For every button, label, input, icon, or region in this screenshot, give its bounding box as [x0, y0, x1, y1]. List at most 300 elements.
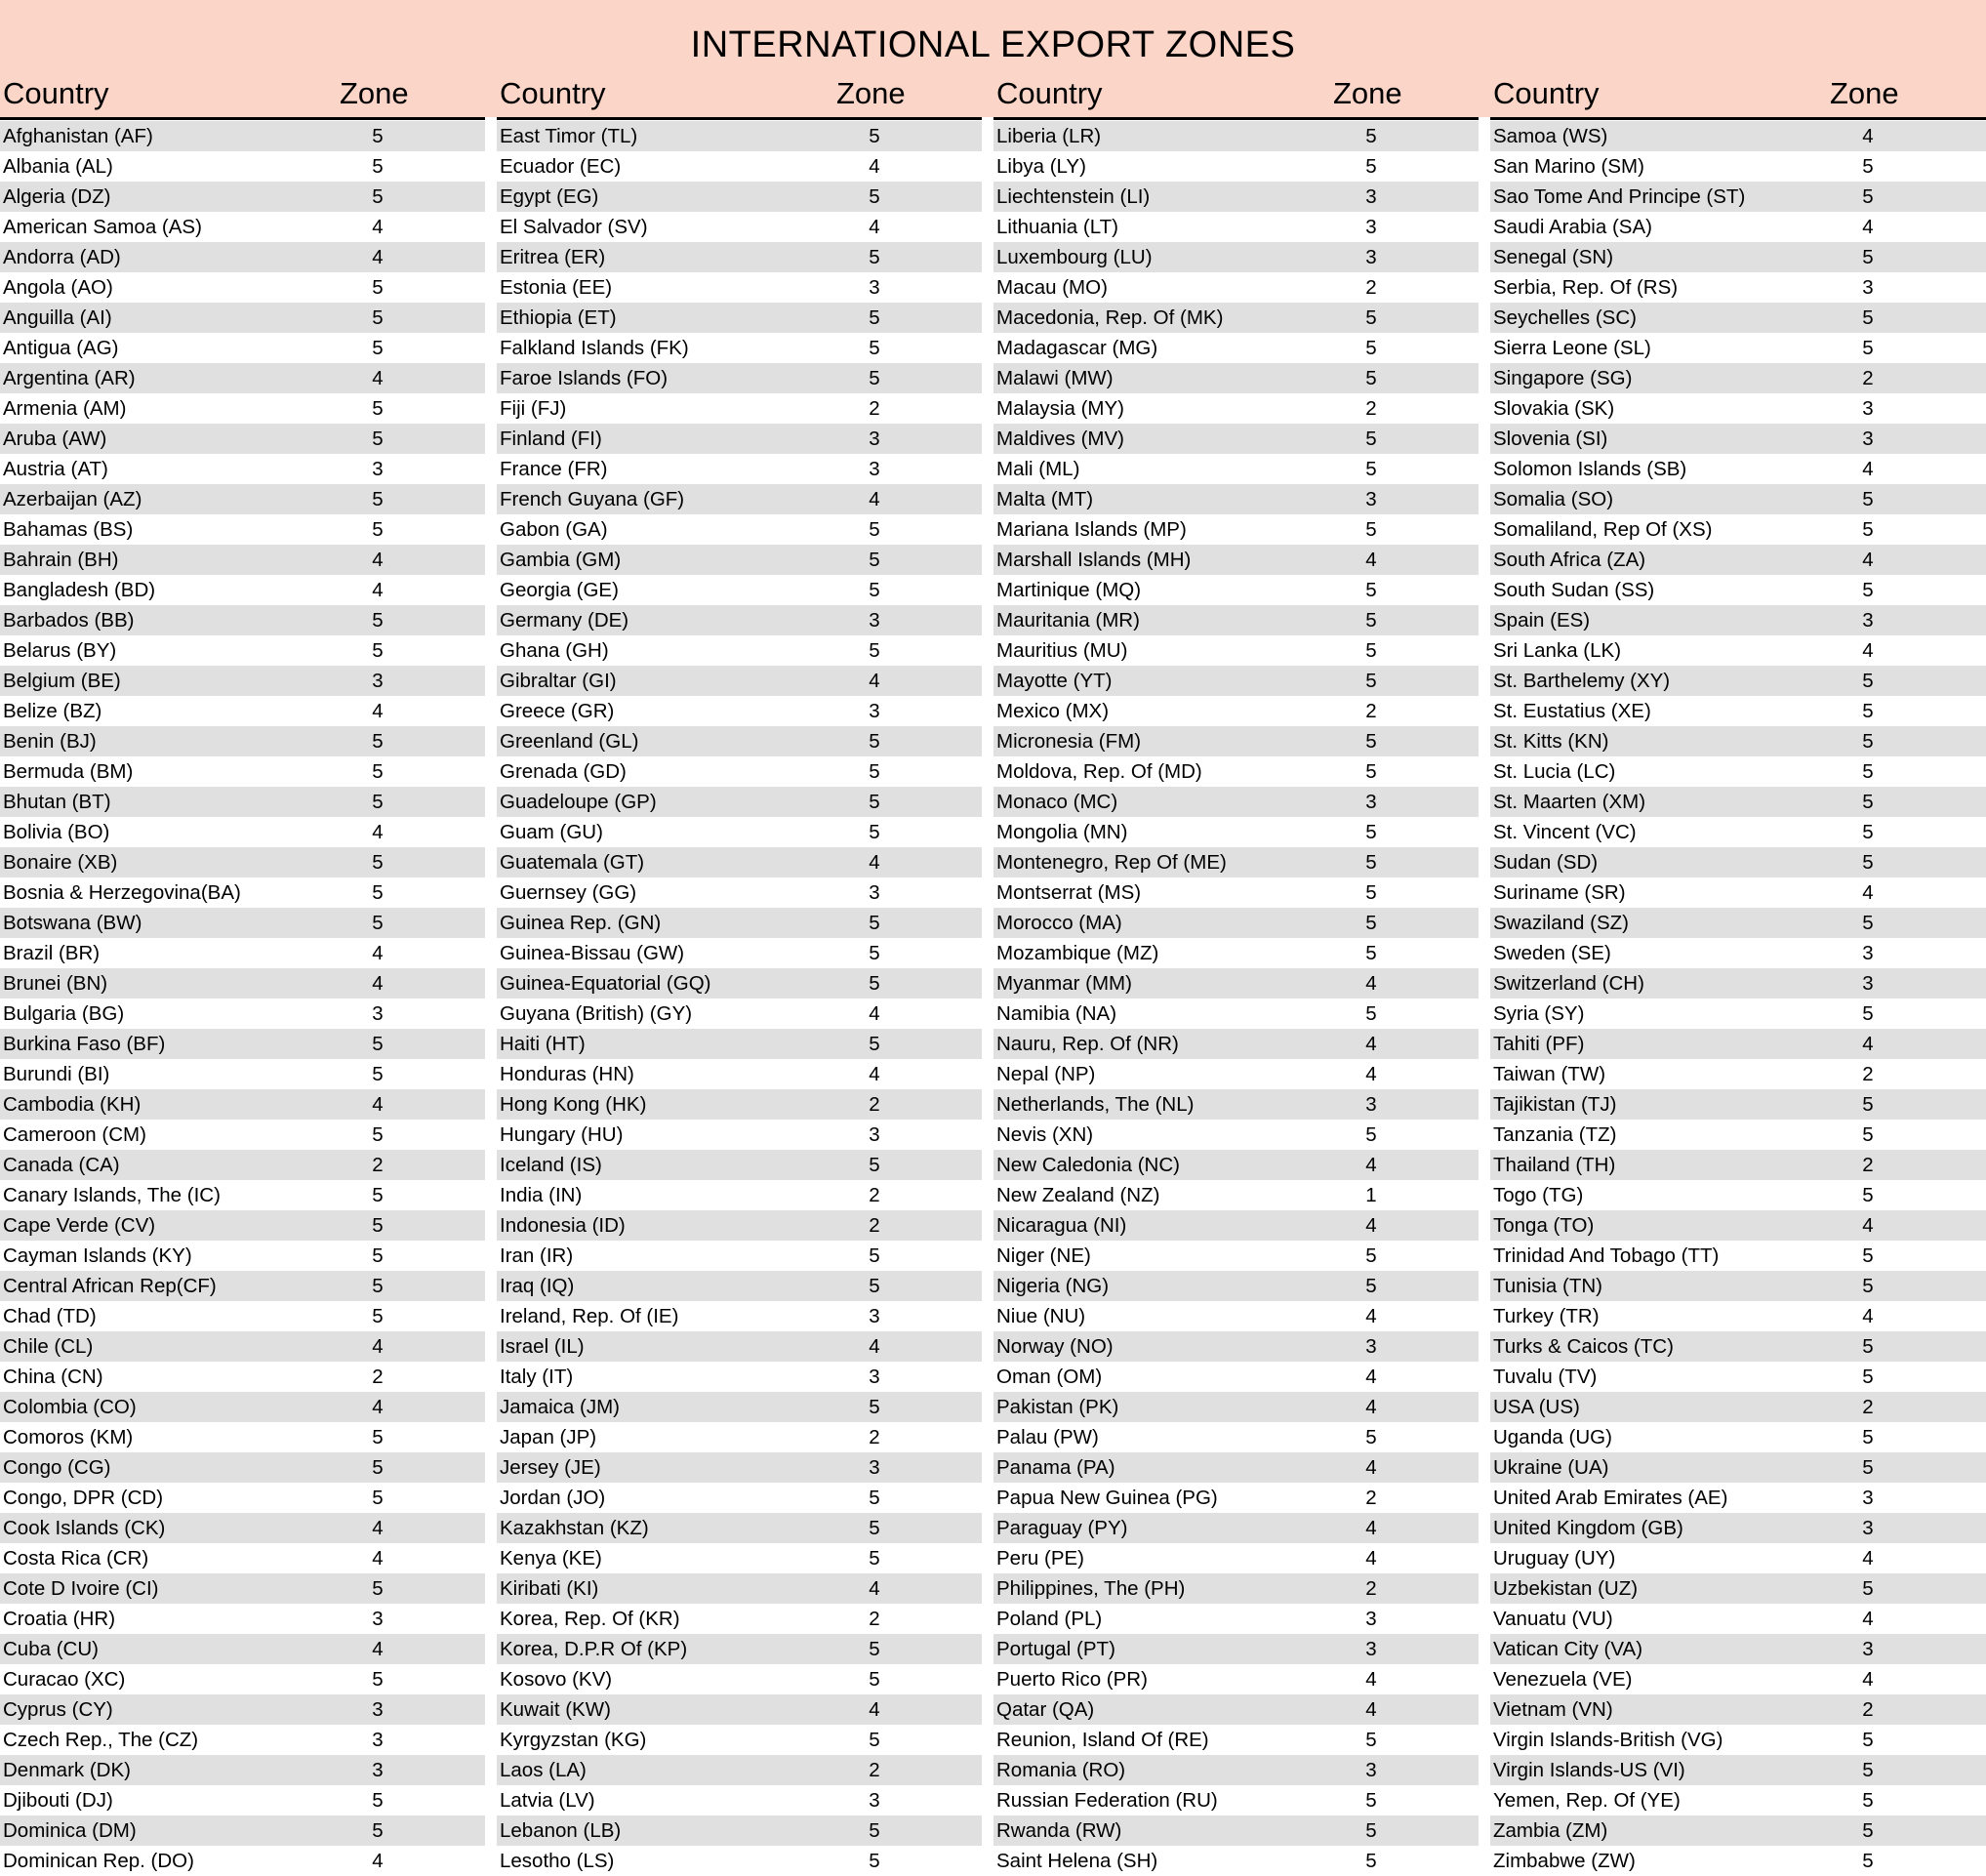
country-name: Poland (PL)	[996, 1608, 1103, 1630]
zone-value: 5	[1862, 185, 1874, 208]
country-name: United Arab Emirates (AE)	[1493, 1487, 1728, 1509]
table-row	[0, 756, 485, 787]
table-row	[497, 182, 982, 212]
table-row	[1490, 968, 1986, 999]
zone-value: 5	[869, 1668, 880, 1691]
country-rows	[497, 121, 982, 1876]
country-name: Singapore (SG)	[1493, 367, 1633, 389]
zone-value: 3	[869, 428, 880, 450]
table-row	[1490, 726, 1986, 756]
table-row	[0, 817, 485, 847]
country-name: Nicaragua (NI)	[996, 1214, 1127, 1237]
zone-value: 4	[1365, 1396, 1377, 1418]
country-name: St. Maarten (XM)	[1493, 791, 1646, 813]
table-row	[993, 1150, 1479, 1180]
zone-value: 5	[1365, 125, 1377, 147]
zone-value: 5	[1365, 1275, 1377, 1297]
table-row	[993, 1422, 1479, 1452]
zone-header: Zone	[1830, 76, 1899, 110]
country-name: Ireland, Rep. Of (IE)	[500, 1305, 679, 1327]
zone-value: 5	[869, 1850, 880, 1872]
table-row	[0, 1573, 485, 1604]
country-name: Kenya (KE)	[500, 1547, 602, 1570]
country-header: Country	[500, 76, 606, 110]
country-name: Eritrea (ER)	[500, 246, 606, 268]
zone-value: 5	[372, 609, 384, 632]
table-row	[0, 726, 485, 756]
zone-value: 4	[372, 942, 384, 964]
country-name: Austria (AT)	[3, 458, 108, 480]
zone-value: 4	[1862, 1547, 1874, 1570]
zone-value: 5	[372, 518, 384, 541]
country-name: Gabon (GA)	[500, 518, 608, 541]
table-row	[1490, 1634, 1986, 1664]
country-name: Zimbabwe (ZW)	[1493, 1850, 1636, 1872]
country-name: Jordan (JO)	[500, 1487, 606, 1509]
country-name: Nevis (XN)	[996, 1123, 1094, 1146]
table-row	[1490, 1664, 1986, 1694]
zone-value: 3	[1365, 791, 1377, 813]
country-name: Finland (FI)	[500, 428, 602, 450]
country-name: Antigua (AG)	[3, 337, 119, 359]
table-row	[1490, 1331, 1986, 1362]
country-name: Croatia (HR)	[3, 1608, 116, 1630]
zone-value: 5	[869, 1547, 880, 1570]
country-name: Algeria (DZ)	[3, 185, 111, 208]
zone-value: 3	[1862, 1638, 1874, 1660]
table-row	[993, 272, 1479, 303]
table-row	[993, 696, 1479, 726]
table-row	[497, 1422, 982, 1452]
table-row	[0, 1755, 485, 1785]
zone-value: 4	[869, 155, 880, 178]
country-name: Turkey (TR)	[1493, 1305, 1600, 1327]
country-name: Canary Islands, The (IC)	[3, 1184, 221, 1206]
zone-value: 5	[372, 851, 384, 874]
country-name: Bahamas (BS)	[3, 518, 134, 541]
table-row	[993, 1664, 1479, 1694]
zone-value: 3	[372, 670, 384, 692]
table-row	[0, 1150, 485, 1180]
country-name: Latvia (LV)	[500, 1789, 595, 1812]
country-name: Togo (TG)	[1493, 1184, 1584, 1206]
table-row	[0, 877, 485, 908]
country-name: Niue (NU)	[996, 1305, 1086, 1327]
zone-value: 5	[1862, 912, 1874, 934]
table-row	[993, 1573, 1479, 1604]
country-name: Laos (LA)	[500, 1759, 587, 1781]
zone-value: 5	[1365, 155, 1377, 178]
country-name: Comoros (KM)	[3, 1426, 134, 1448]
zone-value: 4	[372, 246, 384, 268]
country-name: Guatemala (GT)	[500, 851, 645, 874]
country-name: Haiti (HT)	[500, 1033, 586, 1055]
table-row	[1490, 1029, 1986, 1059]
country-name: Thailand (TH)	[1493, 1154, 1616, 1176]
zone-value: 4	[869, 1002, 880, 1025]
zone-value: 5	[1365, 458, 1377, 480]
zone-value: 5	[372, 125, 384, 147]
country-name: Trinidad And Tobago (TT)	[1493, 1244, 1720, 1267]
country-name: Peru (PE)	[996, 1547, 1084, 1570]
country-name: Cambodia (KH)	[3, 1093, 142, 1116]
table-row	[0, 968, 485, 999]
zone-value: 4	[372, 1517, 384, 1539]
table-row	[497, 1331, 982, 1362]
zone-value: 3	[869, 276, 880, 299]
country-name: Burkina Faso (BF)	[3, 1033, 166, 1055]
table-row	[0, 454, 485, 484]
country-name: Myanmar (MM)	[996, 972, 1132, 995]
table-row	[1490, 1241, 1986, 1271]
country-name: Uruguay (UY)	[1493, 1547, 1616, 1570]
table-row	[1490, 1180, 1986, 1210]
table-row	[497, 1815, 982, 1846]
table-row	[993, 605, 1479, 635]
table-row	[0, 484, 485, 514]
zone-header: Zone	[836, 76, 906, 110]
zone-value: 5	[869, 246, 880, 268]
zone-value: 3	[869, 1305, 880, 1327]
country-name: Estonia (EE)	[500, 276, 613, 299]
country-name: Italy (IT)	[500, 1366, 574, 1388]
zone-value: 5	[372, 791, 384, 813]
table-row	[0, 1815, 485, 1846]
table-row	[497, 454, 982, 484]
country-name: Israel (IL)	[500, 1335, 585, 1358]
table-row	[1490, 121, 1986, 151]
zone-value: 4	[372, 1850, 384, 1872]
country-name: Senegal (SN)	[1493, 246, 1614, 268]
country-name: Solomon Islands (SB)	[1493, 458, 1687, 480]
table-row	[0, 272, 485, 303]
table-row	[993, 1543, 1479, 1573]
country-name: France (FR)	[500, 458, 608, 480]
country-name: Montenegro, Rep Of (ME)	[996, 851, 1227, 874]
country-name: Romania (RO)	[996, 1759, 1126, 1781]
country-name: Fiji (FJ)	[500, 397, 567, 420]
zone-value: 4	[372, 972, 384, 995]
zone-value: 5	[1862, 306, 1874, 329]
zone-value: 4	[372, 1396, 384, 1418]
zone-value: 3	[372, 1698, 384, 1721]
table-row	[0, 696, 485, 726]
country-name: St. Lucia (LC)	[1493, 760, 1616, 783]
table-row	[993, 393, 1479, 424]
country-name: New Caledonia (NC)	[996, 1154, 1180, 1176]
table-row	[1490, 817, 1986, 847]
country-name: Syria (SY)	[1493, 1002, 1585, 1025]
country-name: Mongolia (MN)	[996, 821, 1128, 843]
country-name: Slovenia (SI)	[1493, 428, 1608, 450]
zone-column-1	[0, 74, 485, 1876]
zone-value: 5	[1862, 246, 1874, 268]
table-row	[1490, 1210, 1986, 1241]
zone-value: 4	[1862, 1033, 1874, 1055]
zone-value: 5	[1862, 1759, 1874, 1781]
table-row	[0, 1362, 485, 1392]
country-name: Vietnam (VN)	[1493, 1698, 1613, 1721]
table-row	[993, 787, 1479, 817]
country-name: Guadeloupe (GP)	[500, 791, 657, 813]
table-row	[0, 1301, 485, 1331]
table-row	[993, 847, 1479, 877]
zone-value: 5	[869, 1275, 880, 1297]
table-row	[497, 1543, 982, 1573]
table-row	[1490, 212, 1986, 242]
country-name: Bolivia (BO)	[3, 821, 110, 843]
country-name: Korea, D.P.R Of (KP)	[500, 1638, 688, 1660]
zone-value: 2	[869, 1093, 880, 1116]
country-name: Cuba (CU)	[3, 1638, 99, 1660]
zone-value: 5	[1862, 1002, 1874, 1025]
country-name: El Salvador (SV)	[500, 216, 648, 238]
zone-value: 3	[1862, 1487, 1874, 1509]
table-row	[497, 968, 982, 999]
zone-value: 4	[1862, 1608, 1874, 1630]
table-row	[497, 1241, 982, 1271]
zone-value: 5	[372, 337, 384, 359]
country-name: Vanuatu (VU)	[1493, 1608, 1613, 1630]
zone-value: 5	[869, 337, 880, 359]
table-row	[497, 333, 982, 363]
table-row	[0, 151, 485, 182]
zone-value: 5	[372, 1033, 384, 1055]
zone-value: 5	[372, 1244, 384, 1267]
zone-value: 3	[1862, 1517, 1874, 1539]
zone-value: 5	[372, 428, 384, 450]
table-row	[1490, 151, 1986, 182]
country-name: Iceland (IS)	[500, 1154, 602, 1176]
zone-value: 4	[1862, 639, 1874, 662]
zone-value: 2	[1365, 276, 1377, 299]
country-name: Puerto Rico (PR)	[996, 1668, 1148, 1691]
table-row	[0, 121, 485, 151]
table-row	[993, 575, 1479, 605]
zone-value: 5	[1365, 1819, 1377, 1842]
country-name: Guam (GU)	[500, 821, 603, 843]
zone-value: 5	[372, 155, 384, 178]
zone-value: 5	[1365, 851, 1377, 874]
table-row	[993, 1059, 1479, 1089]
table-row	[0, 787, 485, 817]
country-name: Sweden (SE)	[1493, 942, 1611, 964]
country-name: Grenada (GD)	[500, 760, 627, 783]
country-name: Gibraltar (GI)	[500, 670, 617, 692]
table-row	[0, 1241, 485, 1271]
country-name: South Africa (ZA)	[1493, 549, 1646, 571]
country-name: Georgia (GE)	[500, 579, 619, 601]
zone-value: 3	[1365, 1335, 1377, 1358]
table-row	[1490, 393, 1986, 424]
table-row	[0, 303, 485, 333]
zone-value: 5	[1365, 1244, 1377, 1267]
country-name: Argentina (AR)	[3, 367, 136, 389]
country-name: Libya (LY)	[996, 155, 1086, 178]
zone-value: 4	[1862, 1214, 1874, 1237]
table-row	[1490, 514, 1986, 545]
zone-value: 5	[372, 1577, 384, 1600]
zone-value: 5	[1862, 1244, 1874, 1267]
zone-value: 5	[1862, 791, 1874, 813]
zone-value: 5	[372, 1456, 384, 1479]
country-name: Norway (NO)	[996, 1335, 1114, 1358]
country-name: Spain (ES)	[1493, 609, 1591, 632]
zone-value: 5	[869, 1033, 880, 1055]
zone-value: 5	[1862, 730, 1874, 753]
country-name: Somaliland, Rep Of (XS)	[1493, 518, 1713, 541]
zone-value: 5	[372, 1819, 384, 1842]
zone-value: 5	[1862, 337, 1874, 359]
country-name: Suriname (SR)	[1493, 881, 1626, 904]
table-row	[497, 242, 982, 272]
zone-value: 5	[869, 367, 880, 389]
table-row	[1490, 696, 1986, 726]
table-row	[497, 666, 982, 696]
zone-header: Zone	[1333, 76, 1402, 110]
country-name: Barbados (BB)	[3, 609, 135, 632]
country-header: Country	[1493, 76, 1600, 110]
country-name: Falkland Islands (FK)	[500, 337, 689, 359]
country-name: Tuvalu (TV)	[1493, 1366, 1598, 1388]
country-name: Kazakhstan (KZ)	[500, 1517, 649, 1539]
table-row	[993, 1029, 1479, 1059]
country-name: Mexico (MX)	[996, 700, 1110, 722]
zone-value: 5	[869, 760, 880, 783]
zone-value: 5	[372, 912, 384, 934]
country-name: Saint Helena (SH)	[996, 1850, 1158, 1872]
zone-value: 2	[1862, 1396, 1874, 1418]
country-name: Czech Rep., The (CZ)	[3, 1729, 199, 1751]
zone-value: 4	[1862, 1305, 1874, 1327]
table-row	[0, 1785, 485, 1815]
table-row	[1490, 182, 1986, 212]
country-name: Bulgaria (BG)	[3, 1002, 125, 1025]
zone-value: 2	[869, 1426, 880, 1448]
country-name: Angola (AO)	[3, 276, 113, 299]
country-name: Djibouti (DJ)	[3, 1789, 113, 1812]
table-row	[497, 908, 982, 938]
zone-value: 5	[1365, 1789, 1377, 1812]
table-row	[1490, 1301, 1986, 1331]
zone-value: 4	[869, 1698, 880, 1721]
country-name: Belize (BZ)	[3, 700, 102, 722]
table-row	[497, 756, 982, 787]
country-name: Iraq (IQ)	[500, 1275, 575, 1297]
country-name: Sao Tome And Principe (ST)	[1493, 185, 1746, 208]
zone-value: 4	[1365, 1366, 1377, 1388]
table-row	[1490, 1604, 1986, 1634]
country-name: Colombia (CO)	[3, 1396, 137, 1418]
table-row	[1490, 1513, 1986, 1543]
table-row	[0, 333, 485, 363]
table-row	[497, 272, 982, 303]
zone-value: 3	[1365, 1759, 1377, 1781]
country-name: Ghana (GH)	[500, 639, 609, 662]
zone-value: 5	[1365, 730, 1377, 753]
zone-value: 5	[1862, 1426, 1874, 1448]
table-row	[993, 363, 1479, 393]
table-row	[497, 393, 982, 424]
zone-value: 3	[1365, 216, 1377, 238]
table-row	[497, 1755, 982, 1785]
zone-value: 2	[1365, 1487, 1377, 1509]
table-row	[0, 1634, 485, 1664]
zone-value: 4	[869, 488, 880, 510]
country-name: Malawi (MW)	[996, 367, 1114, 389]
table-row	[0, 1543, 485, 1573]
table-row	[497, 484, 982, 514]
zone-value: 5	[1862, 760, 1874, 783]
table-row	[0, 1180, 485, 1210]
zone-value: 5	[1862, 1335, 1874, 1358]
table-row	[1490, 1452, 1986, 1483]
country-name: Cook Islands (CK)	[3, 1517, 166, 1539]
country-name: Cayman Islands (KY)	[3, 1244, 192, 1267]
zone-value: 4	[869, 1063, 880, 1085]
country-name: India (IN)	[500, 1184, 583, 1206]
table-row	[497, 212, 982, 242]
zone-value: 5	[1862, 700, 1874, 722]
country-name: Tonga (TO)	[1493, 1214, 1595, 1237]
table-row	[0, 1846, 485, 1876]
table-row	[993, 1452, 1479, 1483]
table-row	[1490, 1755, 1986, 1785]
zone-value: 1	[1365, 1184, 1377, 1206]
country-name: Samoa (WS)	[1493, 125, 1608, 147]
table-row	[0, 635, 485, 666]
zone-value: 5	[869, 972, 880, 995]
country-name: Greece (GR)	[500, 700, 615, 722]
zone-value: 5	[869, 1487, 880, 1509]
country-name: Chad (TD)	[3, 1305, 97, 1327]
table-row	[993, 666, 1479, 696]
country-name: Slovakia (SK)	[1493, 397, 1615, 420]
country-name: Switzerland (CH)	[1493, 972, 1644, 995]
zone-value: 5	[1365, 1850, 1377, 1872]
table-row	[993, 1331, 1479, 1362]
zone-value: 5	[869, 1244, 880, 1267]
zone-value: 4	[869, 1577, 880, 1600]
zone-value: 3	[1862, 972, 1874, 995]
table-row	[0, 212, 485, 242]
zone-value: 4	[1365, 1547, 1377, 1570]
zone-value: 5	[869, 1517, 880, 1539]
country-name: Oman (OM)	[996, 1366, 1103, 1388]
country-name: Lesotho (LS)	[500, 1850, 615, 1872]
zone-value: 3	[869, 1456, 880, 1479]
country-name: Japan (JP)	[500, 1426, 597, 1448]
table-row	[993, 1301, 1479, 1331]
table-row	[497, 1785, 982, 1815]
country-name: Uganda (UG)	[1493, 1426, 1612, 1448]
country-name: Guinea-Bissau (GW)	[500, 942, 685, 964]
table-row	[1490, 454, 1986, 484]
country-name: Mozambique (MZ)	[996, 942, 1159, 964]
zone-value: 4	[869, 1335, 880, 1358]
zone-value: 2	[869, 1759, 880, 1781]
zone-value: 3	[1862, 276, 1874, 299]
zone-value: 5	[869, 518, 880, 541]
zone-value: 5	[869, 791, 880, 813]
zone-value: 5	[1862, 1123, 1874, 1146]
table-row	[497, 1604, 982, 1634]
country-name: Germany (DE)	[500, 609, 629, 632]
zone-value: 5	[869, 1396, 880, 1418]
table-row	[0, 1120, 485, 1150]
zone-value: 5	[372, 488, 384, 510]
table-row	[0, 1725, 485, 1755]
